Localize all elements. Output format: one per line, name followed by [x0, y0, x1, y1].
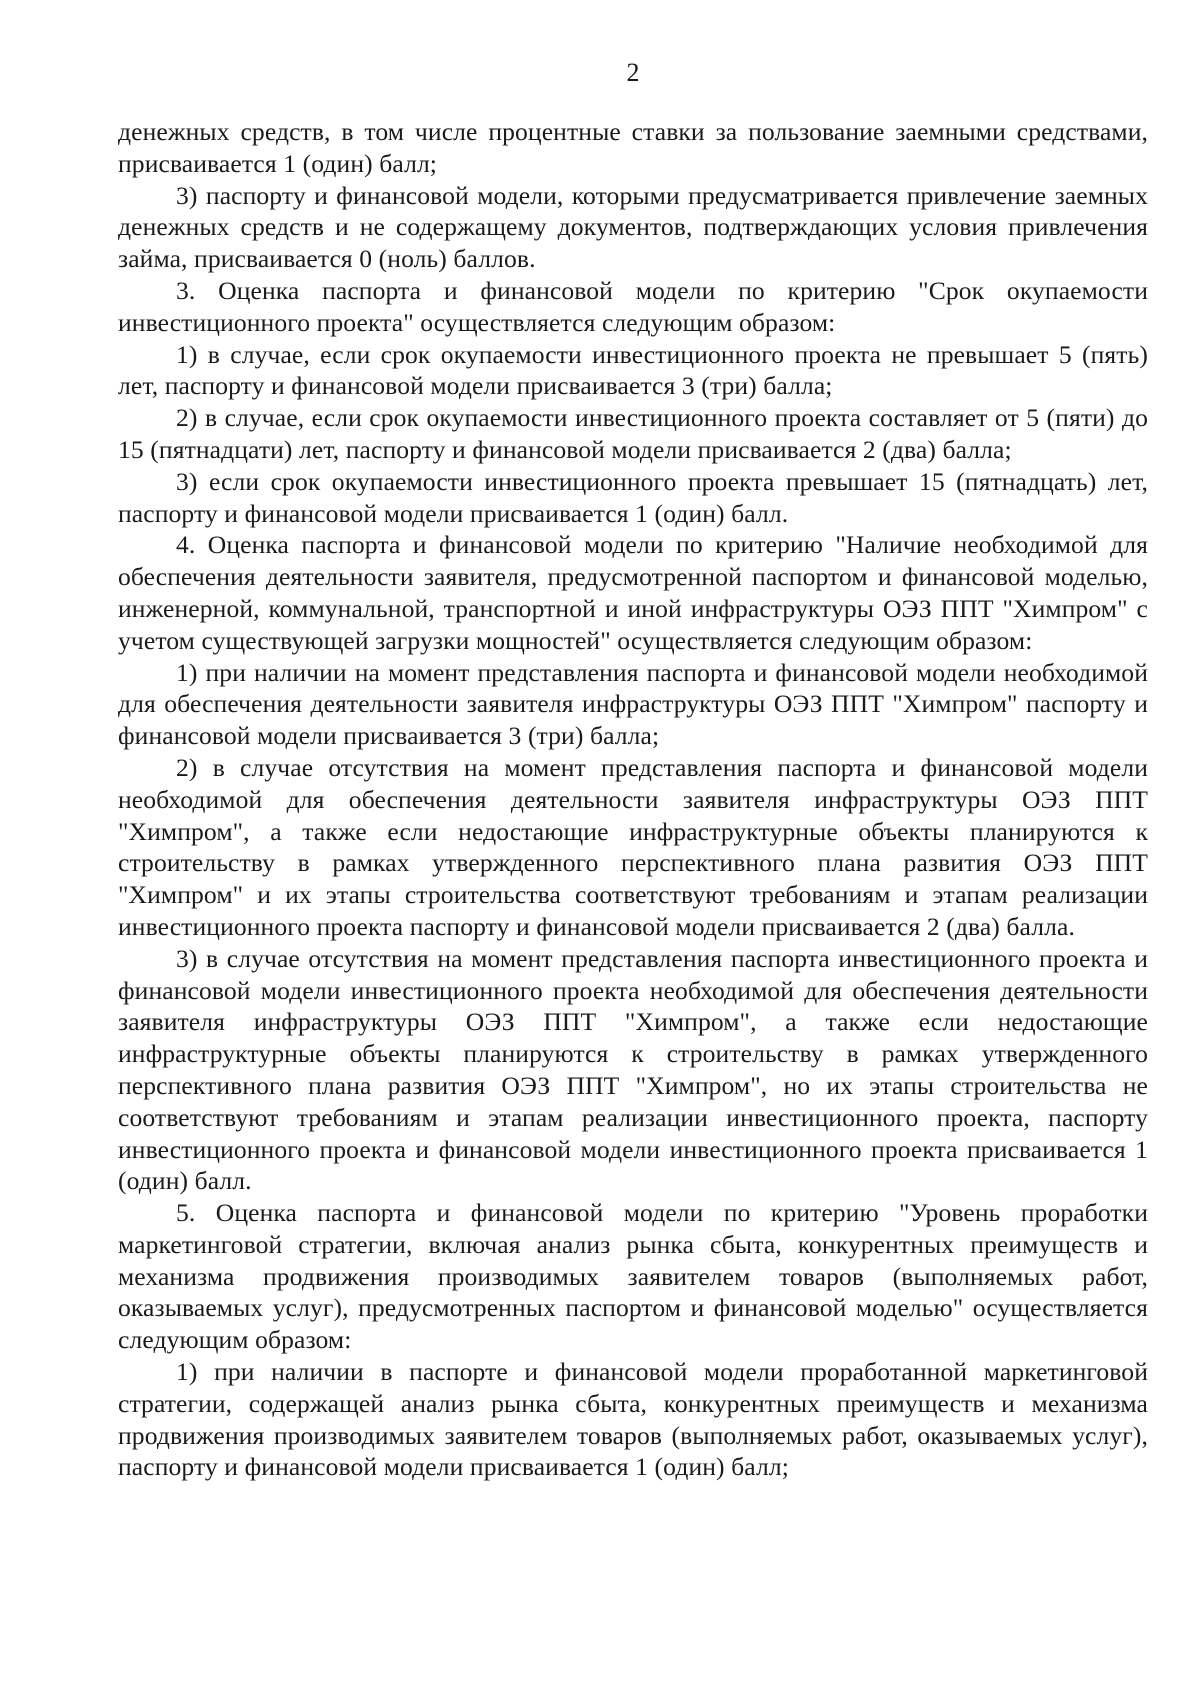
paragraph-3-1: 1) в случае, если срок окупаемости инвестиционного проекта не превышает 5 (пять) лет, паспорту и финансовой модели присваивается 3 (три) балла;: [118, 339, 1148, 401]
paragraph-section-4: 4. Оценка паспорта и финансовой модели по критерию "Наличие необходимой для обеспечения деятельности заявителя, предусмотренной паспортом и финансовой моделью, инженерной, коммунальной, транспортной и иной инфраструктуры ОЭЗ ППТ "Химпром" с учетом существующей загрузки мощностей" осуществляется следующим образом:: [118, 530, 1148, 655]
paragraph-2-3: 3) паспорту и финансовой модели, которыми предусматривается привлечение заемных денежных средств и не содержащему документов, подтверждающих условия привлечения займа, присваивается 0 (ноль) баллов.: [118, 180, 1148, 274]
paragraph-section-5: 5. Оценка паспорта и финансовой модели по критерию "Уровень проработки маркетинговой стратегии, включая анализ рынка сбыта, конкурентных преимуществ и механизма продвижения производимых заявителем товаров (выполняемых работ, оказываемых услуг), предусмотренных паспортом и финансовой моделью" осуществляется следующим образом:: [118, 1198, 1148, 1355]
paragraph-4-2: 2) в случае отсутствия на момент представления паспорта и финансовой модели необходимой для обеспечения деятельности заявителя инфраструктуры ОЭЗ ППТ "Химпром", а также если недостающие инфраструктурные объекты планируются к строительству в рамках утвержденного перспективного плана развития ОЭЗ ППТ "Химпром" и их этапы строительства соответствуют требованиям и этапам реализации инвестиционного проекта паспорту и финансовой модели присваивается 2 (два) балла.: [118, 752, 1148, 941]
paragraph-section-3: 3. Оценка паспорта и финансовой модели по критерию "Срок окупаемости инвестиционного проекта" осуществляется следующим образом:: [118, 275, 1148, 337]
paragraph-3-3: 3) если срок окупаемости инвестиционного проекта превышает 15 (пятнадцать) лет, паспорту и финансовой модели присваивается 1 (один) балл.: [118, 466, 1148, 528]
paragraph-3-2: 2) в случае, если срок окупаемости инвестиционного проекта составляет от 5 (пяти) до 15 (пятнадцати) лет, паспорту и финансовой модели присваивается 2 (два) балла;: [118, 403, 1148, 464]
page-number: 2: [626, 58, 640, 87]
paragraph-continuation: денежных средств, в том числе процентные ставки за пользование заемными средствами, присваивается 1 (один) балл;: [118, 117, 1148, 178]
paragraph-4-3: 3) в случае отсутствия на момент представления паспорта инвестиционного проекта и финансовой модели инвестиционного проекта необходимой для обеспечения деятельности заявителя инфраструктуры ОЭЗ ППТ "Химпром", а также если недостающие инфраструктурные объекты планируются к строительству в рамках утвержденного перспективного плана развития ОЭЗ ППТ "Химпром", но их этапы строительства не соответствуют требованиям и этапам реализации инвестиционного проекта, паспорту инвестиционного проекта и финансовой модели инвестиционного проекта присваивается 1 (один) балл.: [118, 943, 1148, 1196]
paragraph-4-1: 1) при наличии на момент представления паспорта и финансовой модели необходимой для обеспечения деятельности заявителя инфраструктуры ОЭЗ ППТ "Химпром" паспорту и финансовой модели присваивается 3 (три) балла;: [118, 657, 1148, 751]
paragraph-5-1: 1) при наличии в паспорте и финансовой модели проработанной маркетинговой стратегии, содержащей анализ рынка сбыта, конкурентных преимуществ и механизма продвижения производимых заявителем товаров (выполняемых работ, оказываемых услуг), паспорту и финансовой модели присваивается 1 (один) балл;: [118, 1357, 1148, 1482]
document-body: [118, 116, 1148, 1483]
document-page: [118, 58, 1148, 1483]
